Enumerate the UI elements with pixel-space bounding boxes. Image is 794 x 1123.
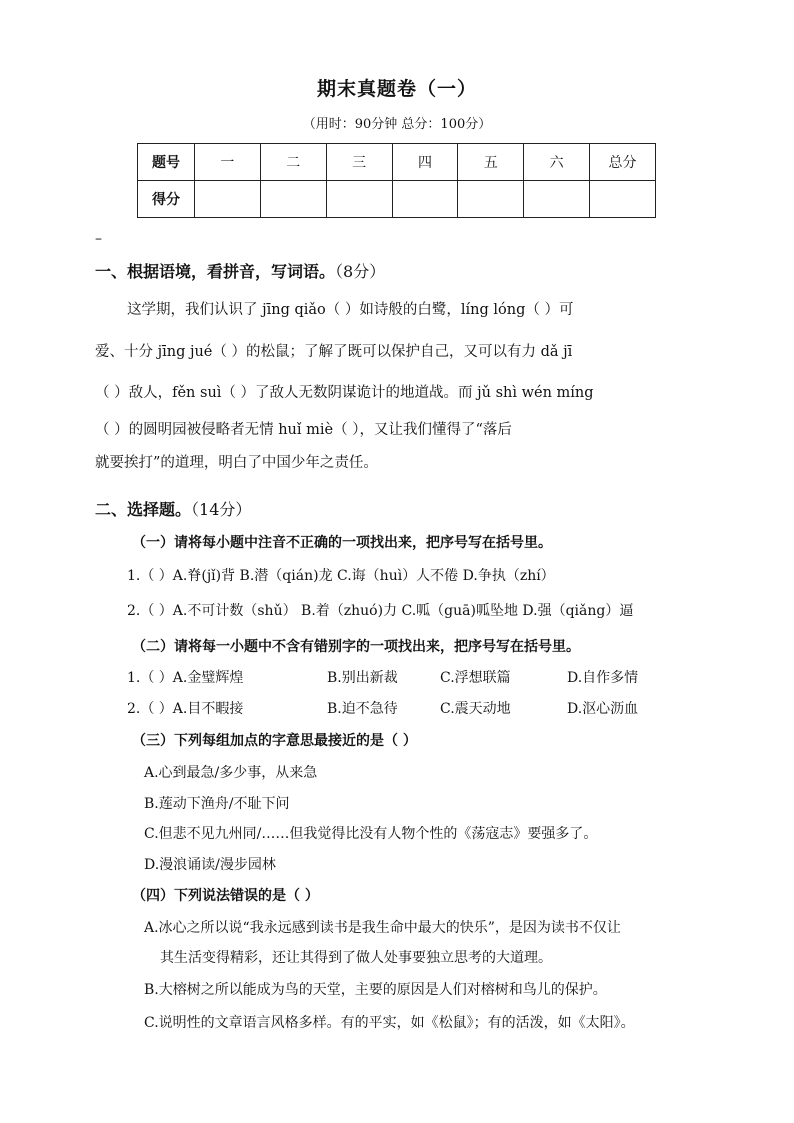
score-table-col-total: 总分 bbox=[590, 144, 656, 181]
part3-option-d: D.漫浪诵读/漫步园林 bbox=[144, 857, 276, 873]
part2-question-2-b: B.迫不急待 bbox=[327, 701, 398, 717]
section1-points: （8分） bbox=[335, 262, 386, 281]
section1-line: 爱、十分 jīng jué（ ）的松鼠；了解了既可以保护自己，又可以有力 dǎ jī bbox=[95, 344, 573, 360]
score-cell[interactable] bbox=[590, 181, 656, 218]
section2-heading-text: 二、选择题。 bbox=[95, 500, 192, 519]
part4-option-a-cont: 其生活变得精彩，还让其得到了做人处事要独立思考的大道理。 bbox=[160, 950, 552, 966]
score-table-col: 二 bbox=[260, 144, 326, 181]
part4-instruction: （四）下列说法错误的是（ ） bbox=[132, 888, 319, 904]
part3-option-b: B.莲动下渔舟/不耻下问 bbox=[144, 796, 290, 812]
score-table-col: 六 bbox=[524, 144, 590, 181]
score-table-header-score: 得分 bbox=[138, 181, 195, 218]
part2-question-1-b: B.别出新裁 bbox=[327, 670, 398, 686]
score-table-col: 四 bbox=[392, 144, 458, 181]
score-table bbox=[137, 143, 656, 218]
part1-instruction: （一）请将每小题中注音不正确的一项找出来，把序号写在括号里。 bbox=[132, 535, 552, 551]
score-cell[interactable] bbox=[260, 181, 326, 218]
score-cell[interactable] bbox=[458, 181, 524, 218]
section1-line: （ ）敌人，fěn suì（ ）了敌人无数阴谋诡计的地道战。而 jǔ shì wén míng bbox=[95, 385, 594, 401]
section1-line: 这学期，我们认识了 jīng qiǎo（ ）如诗般的白鹭，líng lóng（ ）可 bbox=[127, 302, 574, 318]
score-table-col: 一 bbox=[195, 144, 261, 181]
part2-question-2-c: C.震天动地 bbox=[440, 701, 511, 717]
part4-option-c: C.说明性的文章语言风格多样。有的平实，如《松鼠》；有的活泼，如《太阳》。 bbox=[144, 1015, 635, 1031]
part1-question-2: 2.（ ）A.不可计数（shǔ） B.着（zhuó)力 C.呱（guā)呱坠地 D.强（qiǎng）逼 bbox=[127, 603, 634, 619]
part2-question-2-a: 2.（ ）A.目不睱接 bbox=[127, 701, 244, 717]
page-subtitle: （用时：90分钟 总分：100分） bbox=[302, 117, 492, 132]
part3-option-c: C.但悲不见九州同/……但我觉得比没有人物个性的《荡寇志》要强多了。 bbox=[144, 826, 598, 842]
part1-question-1: 1.（ ）A.脊(jǐ)背 B.潜（qián)龙 C.诲（huì）人不倦 D.争执（zhí） bbox=[127, 568, 555, 584]
section2-heading bbox=[95, 497, 251, 520]
score-cell[interactable] bbox=[524, 181, 590, 218]
score-table-row-number bbox=[138, 144, 656, 181]
part4-option-a: A.冰心之所以说“我永远感到读书是我生命中最大的快乐”，是因为读书不仅让 bbox=[144, 920, 621, 936]
part2-question-2-d: D.沤心沥血 bbox=[567, 701, 639, 717]
score-table-col: 三 bbox=[326, 144, 392, 181]
score-table-col: 五 bbox=[458, 144, 524, 181]
part4-option-b: B.大榕树之所以能成为鸟的天堂，主要的原因是人们对榕树和鸟儿的保护。 bbox=[144, 982, 607, 998]
score-cell[interactable] bbox=[195, 181, 261, 218]
section1-line: （ ）的圆明园被侵略者无情 huǐ miè（ ），又让我们懂得了“落后 bbox=[95, 422, 512, 438]
part3-instruction: （三）下列每组加点的字意思最接近的是（ ） bbox=[132, 733, 417, 749]
section2-points: （14分） bbox=[191, 500, 252, 519]
section1-heading bbox=[95, 259, 385, 282]
section1-heading-text: 一、根据语境，看拼音，写词语。 bbox=[95, 262, 336, 281]
score-table-row-score bbox=[138, 181, 656, 218]
part2-instruction: （二）请将每一小题中不含有错别字的一项找出来，把序号写在括号里。 bbox=[132, 639, 580, 655]
score-table-header-number: 题号 bbox=[138, 144, 195, 181]
page-title: 期末真题卷（一） bbox=[316, 78, 477, 100]
part2-question-1-d: D.自作多情 bbox=[567, 670, 639, 686]
stray-dash: – bbox=[95, 231, 102, 247]
part2-question-1-c: C.浮想联篇 bbox=[440, 670, 511, 686]
score-cell[interactable] bbox=[392, 181, 458, 218]
score-cell[interactable] bbox=[326, 181, 392, 218]
section1-line: 就要挨打”的道理，明白了中国少年之责任。 bbox=[95, 455, 378, 471]
part3-option-a: A.心到最急/多少事，从来急 bbox=[144, 765, 318, 781]
part2-question-1-a: 1.（ ）A.金璧辉煌 bbox=[127, 670, 244, 686]
